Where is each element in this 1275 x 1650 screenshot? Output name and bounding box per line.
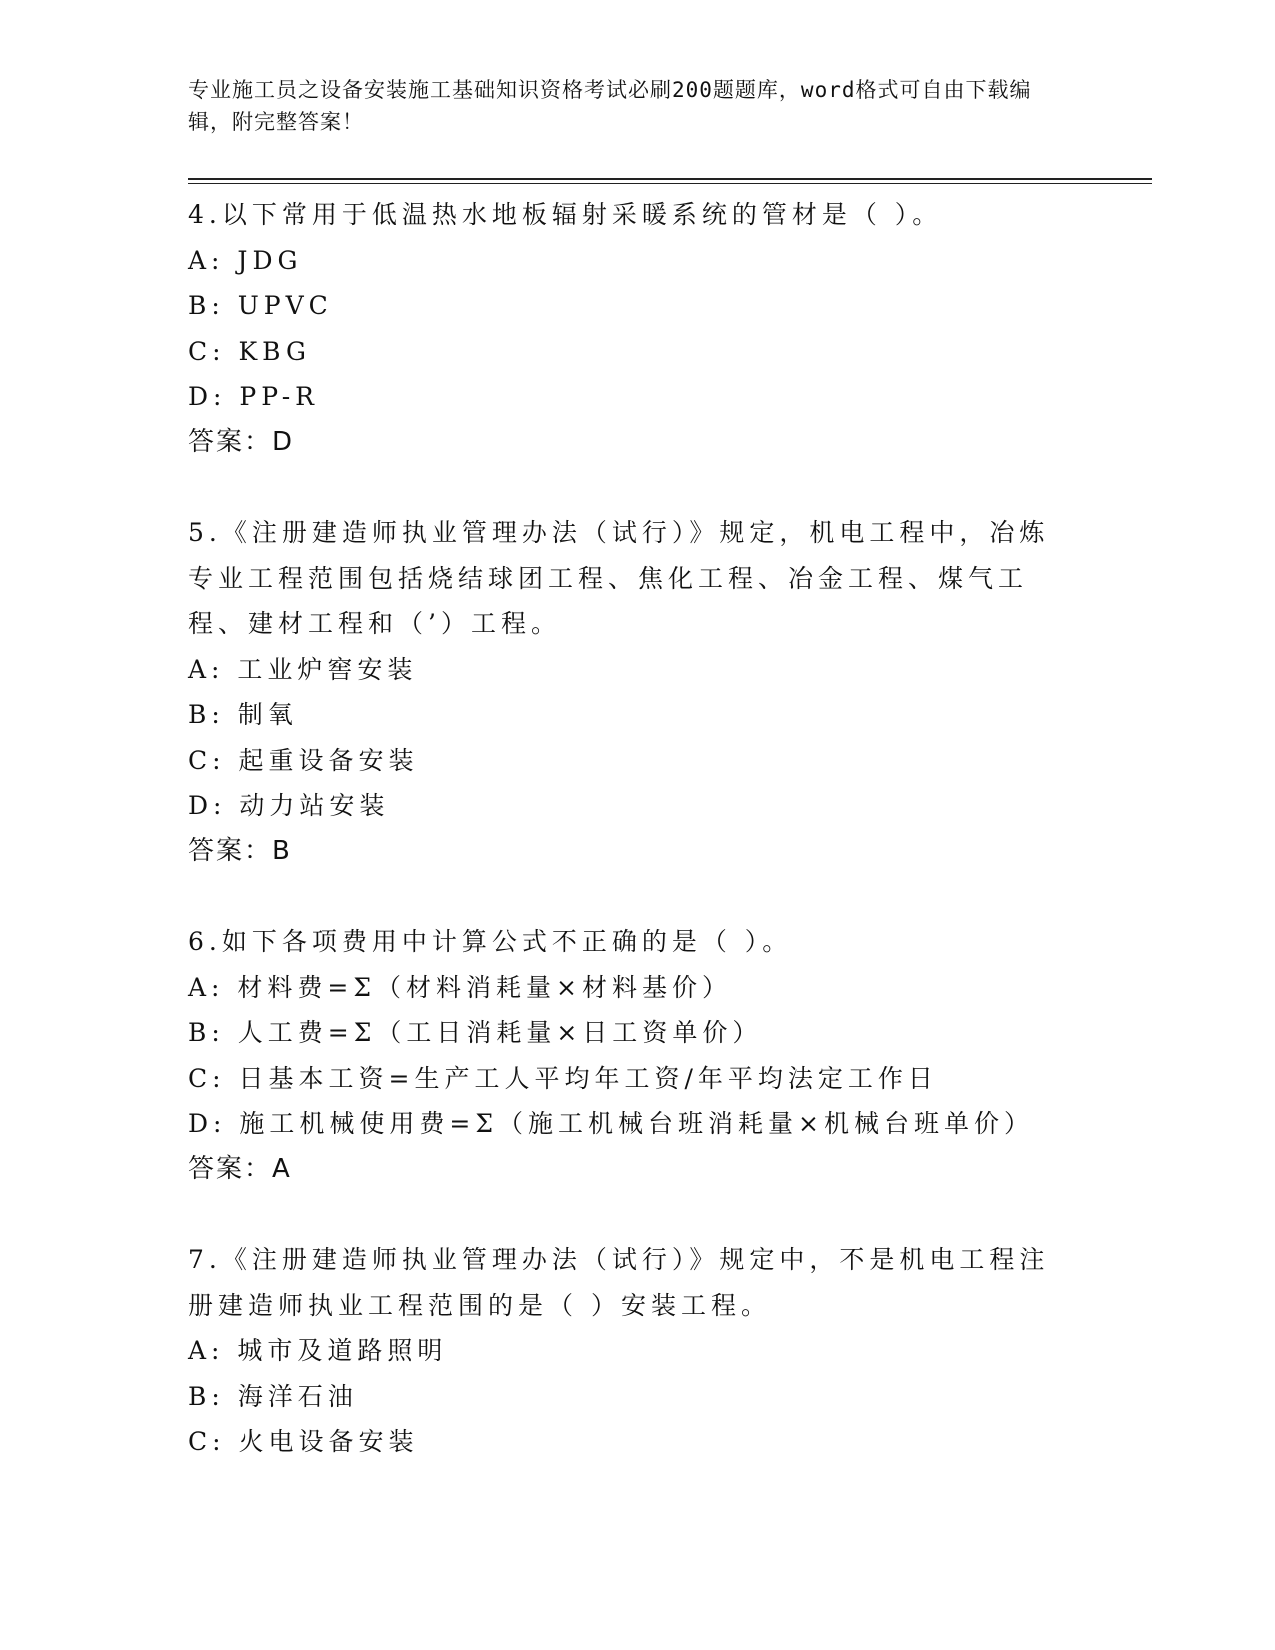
option-c: C: 起重设备安装 (188, 745, 419, 775)
question-stem: 7.《注册建造师执业管理办法（试行）》规定中，不是机电工程注册建造师执业工程范围的是（ ）安装工程。 (188, 1245, 1050, 1320)
option-b: B: UPVC (188, 291, 333, 320)
document-header: 专业施工员之设备安装施工基础知识资格考试必刷200题题库，word格式可自由下载编辑，附完整答案！ (188, 78, 1032, 134)
option-b: B: 制氧 (188, 700, 298, 729)
question-4 (188, 192, 1068, 465)
answer-line: 答案：A (188, 1153, 292, 1184)
question-stem: 4.以下常用于低温热水地板辐射采暖系统的管材是（ ）。 (188, 200, 943, 229)
question-6 (188, 919, 1068, 1192)
question-5 (188, 510, 1068, 874)
spacer (188, 465, 1068, 510)
option-a: A: 工业炉窖安装 (188, 654, 418, 684)
option-c: C: KBG (188, 336, 311, 366)
spacer (188, 1192, 1068, 1237)
question-stem: 6.如下各项费用中计算公式不正确的是（ ）。 (188, 927, 793, 956)
header-divider-thin (188, 183, 1152, 184)
option-d: D: PP-R (188, 382, 319, 411)
option-b: B: 海洋石油 (188, 1381, 358, 1411)
option-a: A: 材料费=Σ（材料消耗量×材料基价） (188, 972, 732, 1002)
option-a: A: JDG (188, 245, 303, 275)
answer-line: 答案：B (188, 835, 292, 866)
question-7 (188, 1237, 1068, 1465)
header-divider-thick (188, 178, 1152, 180)
option-c: C: 火电设备安装 (188, 1427, 419, 1456)
option-a: A: 城市及道路照明 (188, 1336, 448, 1365)
question-list (188, 192, 1068, 1465)
option-b: B: 人工费=Σ（工日消耗量×日工资单价） (188, 1018, 763, 1047)
answer-line: 答案：D (188, 426, 295, 457)
question-stem: 5.《注册建造师执业管理办法（试行）》规定，机电工程中，冶炼专业工程范围包括烧结球团工程、焦化工程、冶金工程、煤气工程、建材工程和（’）工程。 (188, 518, 1050, 638)
option-c: C: 日基本工资=生产工人平均年工资/年平均法定工作日 (188, 1063, 938, 1093)
option-d: D: 施工机械使用费=Σ（施工机械台班消耗量×机械台班单价） (188, 1109, 1034, 1138)
option-d: D: 动力站安装 (188, 791, 390, 820)
spacer (188, 874, 1068, 919)
